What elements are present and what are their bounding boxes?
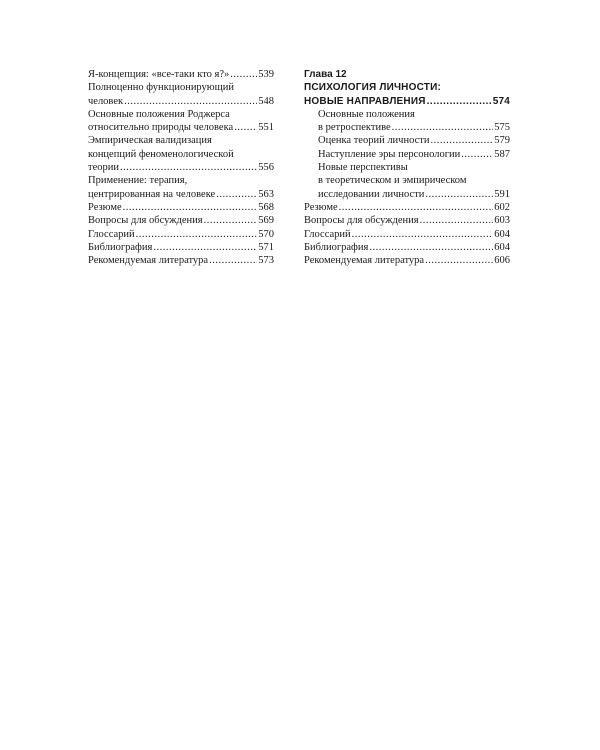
leader-dots	[425, 188, 493, 201]
toc-left-column	[88, 68, 274, 267]
toc-entry-last-line	[88, 228, 274, 241]
toc-entry-page: 570	[258, 228, 274, 240]
toc-entry-page: 604	[494, 241, 510, 253]
toc-entry-page: 573	[258, 255, 274, 267]
toc-entry-page: 604	[494, 228, 510, 240]
toc-entry-last-line	[88, 188, 274, 201]
toc-entry-page: 603	[494, 215, 510, 227]
toc-entry	[88, 214, 274, 227]
leader-dots	[153, 241, 257, 254]
chapter-title-line-1: ПСИХОЛОГИЯ ЛИЧНОСТИ:	[304, 82, 441, 94]
leader-dots	[369, 241, 493, 254]
chapter-label: Глава 12	[304, 69, 347, 80]
toc-entry-last-line	[304, 241, 510, 254]
toc-entry	[88, 68, 274, 81]
toc-entry-title: Глоссарий	[88, 228, 135, 240]
toc-entry-page: 556	[258, 162, 274, 174]
leader-dots	[204, 214, 258, 227]
leader-dots	[234, 121, 257, 134]
leader-dots	[230, 68, 257, 81]
toc-entry	[304, 108, 510, 135]
toc-entry-page: 569	[258, 215, 274, 227]
toc-entry-line: Эмпирическая валидизация	[88, 135, 212, 147]
toc-entry-last-line	[88, 161, 274, 174]
toc-entry-last-line	[88, 214, 274, 227]
toc-entry-last-line	[304, 228, 510, 241]
toc-entry-title: центрированная на человеке	[88, 188, 216, 200]
toc-entry-last-line	[304, 254, 510, 267]
chapter-title-text: НОВЫЕ НАПРАВЛЕНИЯ	[304, 95, 426, 107]
toc-entry-title: Наступление эры персонологии	[318, 148, 461, 160]
toc-entry-line: Основные положения	[318, 108, 415, 120]
toc-entry-page: 606	[494, 255, 510, 267]
toc-entry-last-line	[88, 95, 274, 108]
leader-dots	[339, 201, 494, 214]
toc-entry-title: Рекомендуемая литература	[304, 255, 425, 267]
toc-entry	[304, 134, 510, 147]
toc-entry	[88, 108, 274, 135]
leader-dots	[123, 201, 258, 214]
toc-entry-page: 563	[258, 188, 274, 200]
chapter-sections	[304, 108, 510, 201]
toc-entry	[88, 241, 274, 254]
toc-entry-last-line	[304, 201, 510, 214]
toc-entry-title: Оценка теорий личности	[318, 135, 430, 147]
toc-entry-page: 548	[258, 95, 274, 107]
toc-entry-title: Вопросы для обсуждения	[304, 215, 419, 227]
toc-entry-page: 575	[494, 122, 510, 134]
toc-entry-page: 602	[494, 201, 510, 213]
leader-dots	[392, 121, 494, 134]
toc-entry-last-line	[88, 121, 274, 134]
leader-dots	[216, 188, 257, 201]
toc-entry-page: 551	[258, 122, 274, 134]
toc-entry-last-line	[318, 148, 510, 161]
toc-entry	[304, 201, 510, 214]
toc-entry-page: 568	[258, 201, 274, 213]
leader-dots	[420, 214, 494, 227]
toc-entry-page: 587	[494, 148, 510, 160]
toc-entry-title: Резюме	[88, 201, 122, 213]
toc-entry-line: Полноценно функционирующий	[88, 82, 234, 94]
toc-entry-title: Вопросы для обсуждения	[88, 215, 203, 227]
toc-entry-title: теории	[88, 162, 119, 174]
toc-entry-title: исследовании личности	[318, 188, 425, 200]
toc-entry	[88, 134, 274, 174]
toc-entry-last-line	[304, 214, 510, 227]
toc-entry-page: 579	[494, 135, 510, 147]
toc-entry-page: 591	[494, 188, 510, 200]
toc-entry-last-line	[88, 68, 274, 81]
toc-entry-title: Я-концепция: «все-таки кто я?»	[88, 69, 230, 80]
toc-entry-last-line	[318, 134, 510, 147]
toc-entry	[304, 241, 510, 254]
toc-entry-last-line	[318, 121, 510, 134]
toc-entry-last-line	[88, 241, 274, 254]
toc-entry	[304, 148, 510, 161]
chapter-page: 574	[492, 95, 510, 107]
leader-dots	[427, 95, 492, 108]
toc-entry	[88, 254, 274, 267]
toc-entry-title: Глоссарий	[304, 228, 351, 240]
toc-entry	[304, 254, 510, 267]
toc-entry-title: Библиография	[88, 241, 153, 253]
toc-entry	[304, 161, 510, 201]
toc-entry	[88, 81, 274, 108]
toc-entry-title: Библиография	[304, 241, 369, 253]
toc-entry-title: Резюме	[304, 201, 338, 213]
toc-entry-last-line	[88, 254, 274, 267]
toc-entry-title: в ретроспективе	[318, 122, 391, 134]
toc-entry-line: Новые перспективы	[318, 162, 408, 174]
chapter-backmatter	[304, 201, 510, 267]
toc-entry-page: 571	[258, 241, 274, 253]
toc-entry-line: концепций феноменологической	[88, 148, 234, 160]
toc-right-column	[304, 68, 510, 267]
toc-entry	[88, 174, 274, 201]
chapter-title-line-2	[304, 95, 510, 108]
toc-entry-last-line	[88, 201, 274, 214]
toc-entry-page: 539	[258, 69, 274, 80]
toc-entry-line: в теоретическом и эмпирическом	[318, 175, 467, 187]
toc-entry	[88, 228, 274, 241]
toc-entry-title: Рекомендуемая литература	[88, 255, 209, 267]
leader-dots	[136, 228, 258, 241]
toc-entry-title: относительно природы человека	[88, 122, 234, 134]
leader-dots	[430, 134, 493, 147]
toc-entry-last-line	[318, 188, 510, 201]
toc-entry-title: человек	[88, 95, 124, 107]
toc-entry	[88, 201, 274, 214]
leader-dots	[124, 95, 257, 108]
leader-dots	[461, 148, 493, 161]
leader-dots	[425, 254, 493, 267]
leader-dots	[209, 254, 257, 267]
toc-entry	[304, 228, 510, 241]
toc-entry	[304, 214, 510, 227]
toc-entry-line: Применение: терапия,	[88, 175, 188, 187]
toc-entry-line: Основные положения Роджерса	[88, 108, 230, 120]
leader-dots	[352, 228, 494, 241]
leader-dots	[120, 161, 257, 174]
